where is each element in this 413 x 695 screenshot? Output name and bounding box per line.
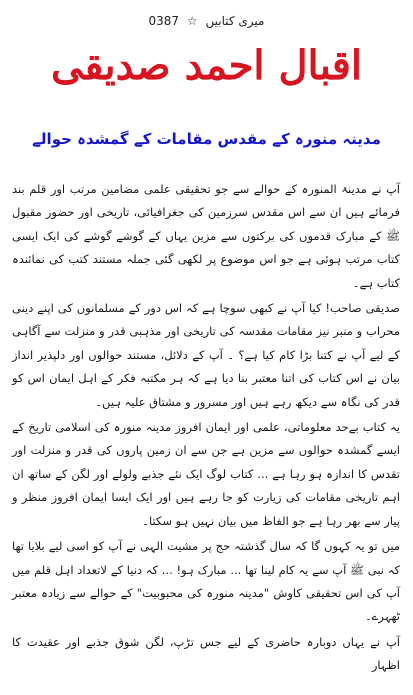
star-icon: ☆ <box>186 14 198 28</box>
book-header <box>0 14 413 28</box>
paragraph: یہ کتاب بےحد معلوماتی، علمی اور ایمان افروز مدینہ منورہ کی اسلامی تاریخ کے ایسے گمشدہ حوالوں سے مزین ہے جن سے ان زمین پاروں کی قدر و منزلت اور تقدس کا اندازہ ہو رہا ہے ... کتاب لوگ ایک نئے جذبے ولولے اور لگن کے ساتھ ان اہم تاریخی مقامات کی زیارت کو جا رہے ہیں اور ایک ایسا ایمان افروز منظر و پیار سے بھر رہا ہے جو الفاظ میں بیان نہیں ہو سکتا۔ <box>12 420 400 528</box>
series-label: میری کتابیں <box>205 14 265 28</box>
paragraph: آپ نے یہاں دوبارہ حاضری کے لیے جس تڑپ، لگن شوق جذبے اور عقیدت کا اظہار <box>12 634 400 673</box>
body-text <box>12 178 400 680</box>
author-title: اقبال احمد صدیقی <box>50 42 363 89</box>
paragraph: صدیقی صاحب! کیا آپ نے کبھی سوچا ہے کہ اس دور کے مسلمانوں کی اپنے دینی محراب و منبر نیز مقامات مقدسہ کی تاریخی اور مذہبی قدر و منزلت سے آگاہی کے لیے آپ نے کتنا بڑا کام کیا ہے؟ ۔ آپ کے دلائل، مستند حوالوں اور دلپذیر انداز بیان نے اس کتاب کی اتنا معتبر بنا دیا ہے کہ ہر مکتبہ فکر کے اہل ایمان اس کو قدر کی نگاہ سے دیکھ رہے ہیں اور مسرور و مشتاق علیہ ہیں۔ <box>12 301 400 409</box>
book-subtitle: مدینہ منورہ کے مقدس مقامات کے گمشدہ حوالے <box>32 130 381 148</box>
paragraph: آپ نے مدینۃ المنورہ کے حوالے سے جو تحقیقی علمی مضامین مرتب اور قلم بند فرمائے ہیں ان سے اس مقدس سرزمین کی جغرافیائی، تاریخی اور حضور مقبول ﷺ کے مبارک قدموں کی برکتوں سے مزین یہاں کے گوشے گوشے کی ایک ایسی کتاب مرتب ہوئی ہے جو اس موضوع پر لکھی گئی جملہ مستند کتب کی نمائندہ کتاب ہے۔ <box>12 182 400 290</box>
paragraph: میں تو یہ کہوں گا کہ سال گذشتہ حج پر مشیت الہی نے آپ کو اسی لیے بلایا تھا کہ نبی ﷺ آپ سے یہ کام لینا تھا ... مبارک ہو! ... کہ دنیا کے لاتعداد اہل قلم میں آپ کی اس تحقیقی کاوش "مدینہ منورہ کی محبوبیت" کے حوالے سے زیادہ معتبر ٹھہرے۔ <box>12 539 400 624</box>
book-number: 0387 <box>148 14 180 28</box>
